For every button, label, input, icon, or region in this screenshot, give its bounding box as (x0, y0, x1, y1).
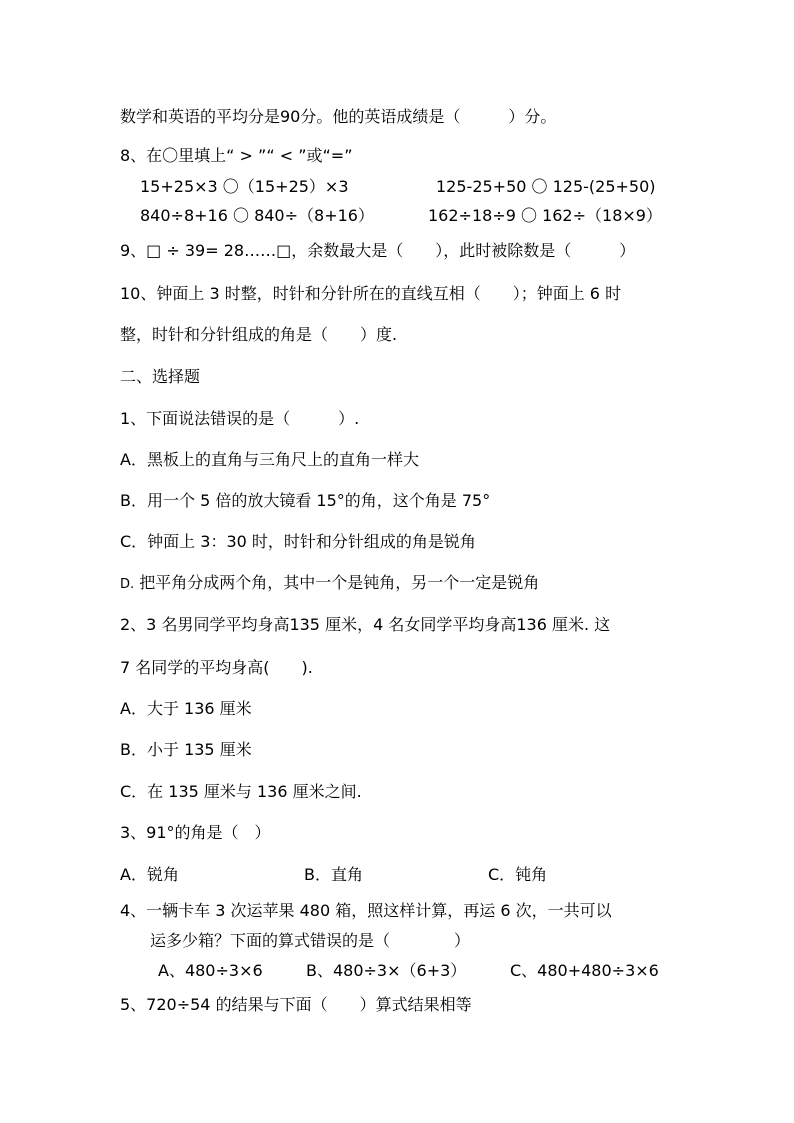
choice-question-2-line-1: 2、3 名男同学平均身高135 厘米，4 名女同学平均身高136 厘米. 这 (120, 615, 611, 634)
choice-question-4-line-2: 运多少箱？下面的算式错误的是（ ） (150, 931, 471, 950)
choice-2-option-c: C．在 135 厘米与 136 厘米之间. (120, 782, 362, 801)
choice-1-option-d (120, 572, 539, 594)
question-8-item-2: 125-25+50 〇 125-(25+50) (436, 177, 656, 196)
question-8-item-1: 15+25×3 〇（15+25）×3 (140, 177, 349, 196)
choice-3-option-c: C．钝角 (488, 865, 548, 884)
choice-4-option-c: C、480+480÷3×6 (510, 961, 659, 980)
option-d-text: 把平角分成两个角，其中一个是钝角，另一个一定是锐角 (134, 573, 540, 592)
choice-4-option-b: B、480÷3×（6+3） (306, 961, 467, 980)
question-10-line-2: 整，时针和分针组成的角是（ ）度. (120, 325, 398, 344)
choice-2-option-b: B．小于 135 厘米 (120, 740, 252, 759)
question-7-continuation: 数学和英语的平均分是90分。他的英语成绩是（ ）分。 (120, 107, 557, 126)
choice-4-option-a: A、480÷3×6 (158, 961, 263, 980)
question-10-line-1: 10、钟面上 3 时整，时针和分针所在的直线互相（ ）；钟面上 6 时 (120, 284, 622, 303)
choice-2-option-a: A．大于 136 厘米 (120, 699, 252, 718)
choice-3-option-b: B．直角 (304, 865, 363, 884)
choice-question-1: 1、下面说法错误的是（ ）. (120, 409, 360, 428)
section-heading-choice: 二、选择题 (120, 367, 201, 386)
choice-1-option-b: B．用一个 5 倍的放大镜看 15°的角，这个角是 75° (120, 491, 491, 510)
choice-3-option-a: A．锐角 (120, 865, 179, 884)
option-d-label: D. (120, 577, 135, 592)
question-8-item-4: 162÷18÷9 〇 162÷（18×9） (428, 206, 662, 225)
question-8-title: 8、在〇里填上“ > ”“ < ”或“=” (120, 146, 353, 165)
question-8-item-3: 840÷8+16 〇 840÷（8+16） (140, 206, 374, 225)
choice-question-2-line-2: 7 名同学的平均身高( ). (120, 658, 313, 677)
choice-1-option-c: C．钟面上 3：30 时，时针和分针组成的角是锐角 (120, 532, 476, 551)
choice-1-option-a: A．黑板上的直角与三角尺上的直角一样大 (120, 450, 419, 469)
choice-question-5: 5、720÷54 的结果与下面（ ）算式结果相等 (120, 995, 472, 1014)
question-9: 9、□ ÷ 39= 28……□，余数最大是（ ），此时被除数是（ ） (120, 241, 636, 260)
choice-question-3: 3、91°的角是（ ） (120, 823, 271, 842)
choice-question-4-line-1: 4、一辆卡车 3 次运苹果 480 箱，照这样计算，再运 6 次，一共可以 (120, 901, 612, 920)
